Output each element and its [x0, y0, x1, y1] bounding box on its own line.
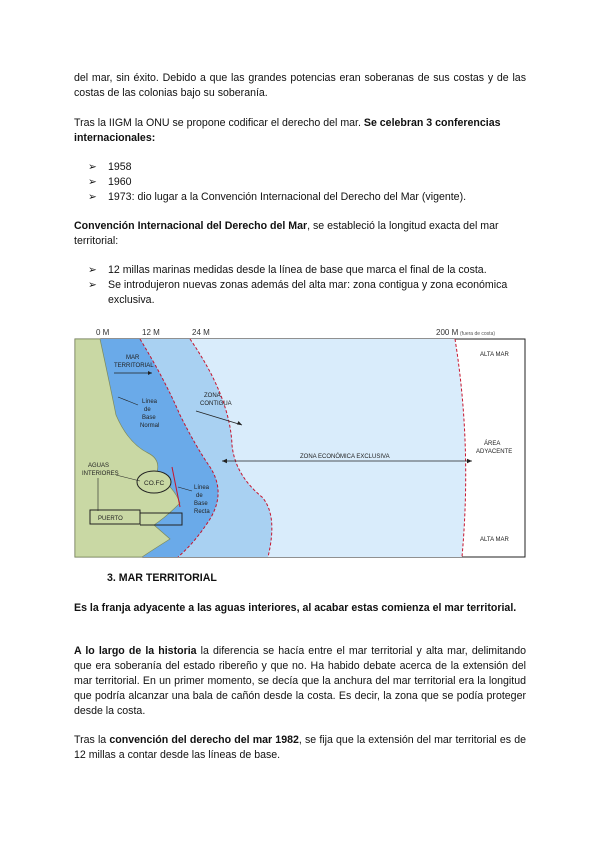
- list-item: [88, 175, 528, 190]
- port-label: PUERTO: [98, 516, 123, 522]
- dist-200-label: 200 M: [436, 328, 459, 337]
- mar-label: MAR: [126, 355, 140, 361]
- intro-paragraph: [74, 71, 526, 101]
- contigua-label-2: CONTIGUA: [200, 401, 232, 407]
- intro-text: del mar, sin éxito. Debido a que las grandes potencias eran soberanas de sus costas y de las costas de las colonias bajo su soberanía.: [74, 72, 526, 99]
- list-item-text: 12 millas marinas medidas desde la línea de base que marca el final de la costa.: [108, 264, 487, 276]
- convention-1982-text: , se fija que la extensión del mar territorial es de 12 millas a contar desde las líneas de base.: [74, 734, 526, 761]
- bullet-arrow-icon: ➢: [88, 161, 97, 173]
- onu-text: Tras la IIGM la ONU se propone codificar el derecho del mar.: [74, 117, 364, 129]
- bullet-arrow-icon: ➢: [88, 176, 97, 188]
- area-label-2: ADYACENTE: [476, 449, 513, 455]
- alta-mar-top-label: ALTA MAR: [480, 352, 509, 358]
- alta-mar-bottom-label: ALTA MAR: [480, 537, 509, 543]
- convention-1982-pre: Tras la: [74, 734, 110, 746]
- list-item-text: 1973: dio lugar a la Convención Internacional del Derecho del Mar (vigente).: [108, 191, 467, 203]
- base-recta-1: Línea: [194, 485, 210, 491]
- convention-paragraph: [74, 219, 526, 249]
- dist-12-label: 12 M: [142, 328, 160, 337]
- base-normal-3: Base: [142, 415, 156, 421]
- base-normal-2: de: [144, 407, 151, 413]
- dist-24-label: 24 M: [192, 328, 210, 337]
- dist-0-label: 0 M: [96, 328, 110, 337]
- territorial-label: TERRITORIAL: [114, 363, 154, 369]
- convention-bold: Convención Internacional del Derecho del Mar: [74, 220, 308, 232]
- list-item-text: 1958: [108, 161, 132, 173]
- history-bold: A lo largo de la historia: [74, 645, 197, 657]
- aguas-label-2: INTERIORES: [82, 471, 119, 477]
- onu-paragraph: [74, 116, 526, 146]
- area-label-1: ÁREA: [484, 441, 501, 447]
- base-recta-4: Recta: [194, 509, 210, 515]
- base-normal-4: Normal: [140, 423, 160, 429]
- bullet-arrow-icon: ➢: [88, 279, 97, 291]
- contigua-label-1: ZONA: [204, 393, 221, 399]
- bullet-arrow-icon: ➢: [88, 264, 97, 276]
- convention-text: , se estableció la longitud exacta del mar territorial:: [74, 220, 499, 247]
- list-item: [88, 160, 528, 175]
- list-item: [88, 263, 528, 278]
- list-item-text: Se introdujeron nuevas zonas además del alta mar: zona contigua y zona económica exclusiva.: [108, 279, 508, 306]
- convention-1982-paragraph: [74, 733, 526, 763]
- onu-bold: Se celebran 3 conferencias internacionales:: [74, 117, 501, 144]
- zee-label: ZONA ECONÓMICA EXCLUSIVA: [300, 454, 390, 460]
- list-item: [88, 278, 528, 308]
- dist-200-note: (fuera de costa): [460, 331, 496, 337]
- convention-1982-bold: convención del derecho del mar 1982: [109, 734, 299, 746]
- aguas-label-1: AGUAS: [88, 463, 110, 469]
- list-item-text: 1960: [108, 176, 132, 188]
- bullet-arrow-icon: ➢: [88, 191, 97, 203]
- definition-paragraph: [74, 601, 526, 616]
- history-text: la diferencia se hacía entre el mar territorial y alta mar, delimitando que era soberanía del estado ribereño y que no. Ha habido debate acerca de la extensión del mar territorial. En un primer momento, se decía que la anchura del mar territorial era la longitud que podría alcanzar una bala de cañón desde la costa. Es decir, la zona que se podía proteger desde la costa.: [74, 645, 526, 717]
- maritime-zones-diagram: [70, 325, 530, 563]
- base-normal-1: Línea: [142, 399, 158, 405]
- section-heading: 3. MAR TERRITORIAL: [107, 572, 217, 584]
- base-recta-3: Base: [194, 501, 208, 507]
- definition-text: Es la franja adyacente a las aguas interiores, al acabar estas comienza el mar territorial.: [74, 602, 517, 614]
- list-item: [88, 190, 528, 205]
- island-label: CO.FC: [144, 480, 165, 487]
- base-recta-2: de: [196, 493, 203, 499]
- history-paragraph: [74, 644, 526, 719]
